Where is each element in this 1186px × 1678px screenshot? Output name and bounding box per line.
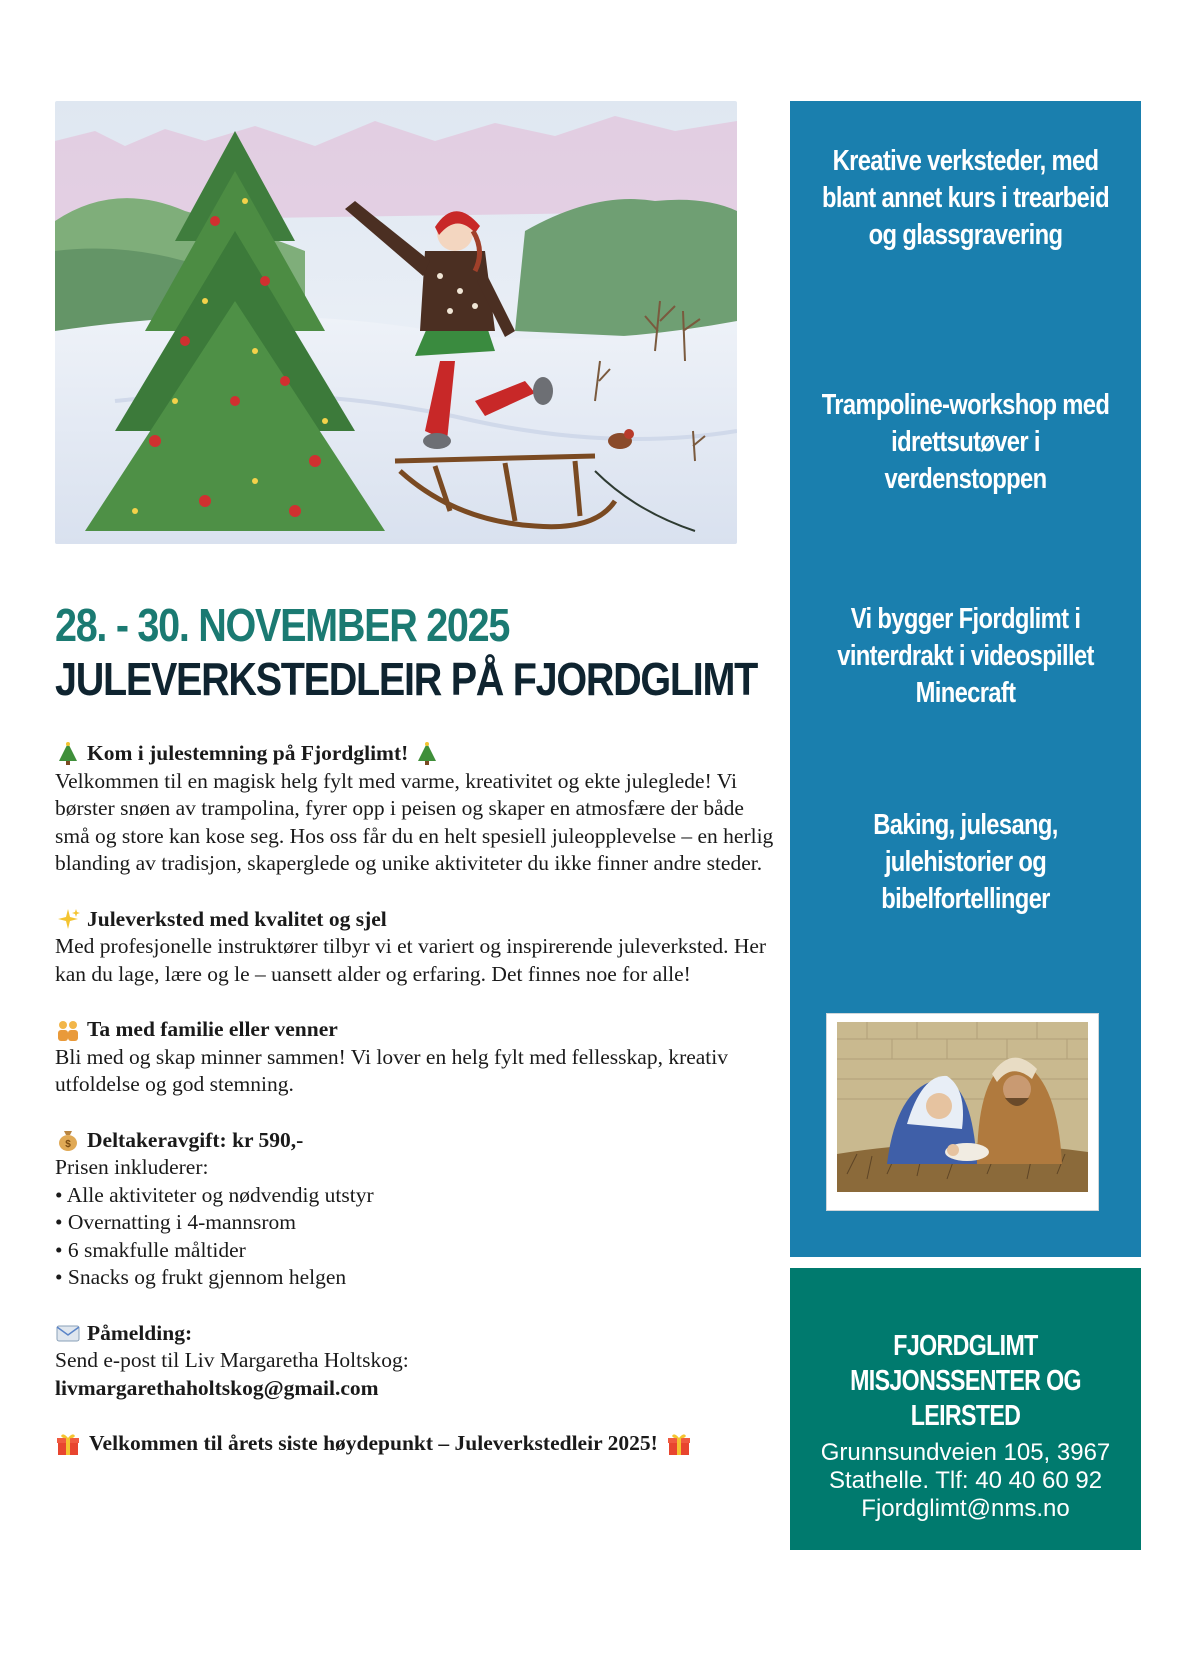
feature-item: Baking, julesang, julehistorier og bibelfortellinger [873,809,1058,915]
contact-address: Grunnsundveien 105, 3967 Stathelle. Tlf: 40 40 60 92 Fjordglimt@nms.no [820,1439,1111,1522]
intro-title: Kom i julestemning på Fjordglimt! [87,741,409,765]
feature-sidebar [790,101,1141,1257]
price-includes-list [55,1182,775,1292]
closing-text: Velkommen til årets siste høydepunkt – Juleverkstedleir 2025! [89,1431,658,1455]
family-section [55,1016,775,1099]
family-icon [55,1017,81,1043]
svg-text:$: $ [65,1139,71,1151]
feature-item: Kreative verksteder, med blant annet kurs i trearbeid og glassgravering [822,145,1109,251]
workshop-text: Med profesjonelle instruktører tilbyr vi et variert og inspirerende juleverksted. Her kan du lage, lære og le – uansett alder og erfaring. Det finnes noe for alle! [55,934,767,986]
event-title-heading: JULEVERKSTEDLEIR PÅ FJORDGLIMT [55,653,758,705]
envelope-icon [55,1320,81,1346]
gift-icon [55,1431,81,1457]
signup-heading [55,1320,775,1348]
intro-text: Velkommen til en magisk helg fylt med varme, kreativitet og ekte juleglede! Vi børster snøen av trampolina, fyrer opp i peisen og skaper en atmosfære der både små og store kan kose seg. Hos oss får du en helt spesiell juleopplevelse – en herlig blanding av tradisjon, skaperglede og unike aktiviteter du ikke finner andre steder. [55,768,774,875]
family-heading [55,1016,775,1044]
organization-name: FJORDGLIMT MISJONSSENTER OG LEIRSTED [850,1330,1081,1432]
workshop-heading [55,906,775,934]
price-heading [55,1127,775,1155]
price-section [55,1127,775,1292]
intro-heading [55,740,775,768]
list-item: • Snacks og frukt gjennom helgen [55,1264,775,1292]
closing-line [55,1430,775,1458]
hero-illustration [55,101,737,544]
price-title: Deltakeravgift: kr 590,- [87,1127,304,1152]
event-description [55,740,775,1458]
workshop-title: Juleverksted med kvalitet og sjel [87,906,387,931]
signup-title: Påmelding: [87,1320,193,1345]
event-date-heading: 28. - 30. NOVEMBER 2025 [55,599,510,651]
christmas-watercolor-icon [55,101,737,544]
feature-item: Vi bygger Fjordglimt i vinterdrakt i videospillet Minecraft [837,603,1094,709]
christmas-tree-icon [55,741,81,767]
signup-section [55,1320,775,1403]
list-item: • Alle aktiviteter og nødvendig utstyr [55,1182,775,1210]
gift-icon [666,1431,692,1457]
christmas-tree-icon [414,741,440,767]
family-title: Ta med familie eller venner [87,1017,338,1041]
nativity-watercolor-icon [827,1014,1098,1210]
nativity-image [827,1014,1098,1210]
price-intro: Prisen inkluderer: [55,1155,209,1179]
family-text: Bli med og skap minner sammen! Vi lover en helg fylt med fellesskap, kreativ utfoldelse og god stemning. [55,1044,729,1096]
sparkles-icon [55,906,81,932]
money-bag-icon [55,1127,81,1153]
contact-box [790,1268,1141,1550]
list-item: • Overnatting i 4-mannsrom [55,1209,775,1237]
intro-section [55,740,775,878]
workshop-section [55,906,775,989]
feature-item: Trampoline-workshop med idrettsutøver i verdenstoppen [821,389,1110,495]
list-item: • 6 smakfulle måltider [55,1237,775,1265]
signup-email-link[interactable]: livmargarethaholtskog@gmail.com [55,1375,379,1400]
signup-text: Send e-post til Liv Margaretha Holtskog: [55,1348,409,1372]
